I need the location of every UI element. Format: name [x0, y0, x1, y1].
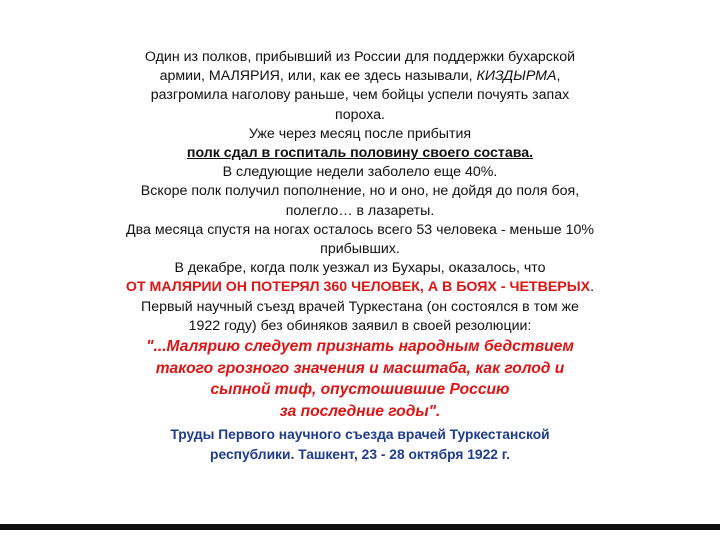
- quote-line: "...Малярию следует признать народным бедствием: [146, 338, 574, 356]
- text-segment: армии, МАЛЯРИЯ, или, как ее здесь называли,: [159, 68, 477, 85]
- red-emphasis: ОТ МАЛЯРИИ ОН ПОТЕРЯЛ 360 ЧЕЛОВЕК, А В БОЯХ - ЧЕТВЕРЫХ: [125, 279, 591, 296]
- underlined-statement: полк сдал в госпиталь половину своего состава.: [186, 145, 534, 162]
- text-segment: ,: [556, 68, 561, 85]
- text-line: прибывших.: [320, 241, 400, 258]
- text-line: 1922 году) без обиняков заявил в своей резолюции:: [188, 317, 532, 334]
- text-line: [80, 278, 640, 297]
- text-line: Один из полков, прибывший из России для поддержки бухарской: [144, 49, 576, 65]
- bottom-divider: [0, 524, 720, 530]
- kizdyrma-term: КИЗДЫРМА: [476, 68, 557, 85]
- slide-text: [80, 48, 640, 465]
- citation-line: Труды Первого научного съезда врачей Туркестанской: [170, 427, 550, 443]
- text-line: В декабре, когда полк уезжал из Бухары, оказалось, что: [174, 260, 546, 277]
- text-line: В следующие недели заболело еще 40%.: [222, 164, 498, 181]
- text-line: Два месяца спустя на ногах осталось всего 53 человека - меньше 10%: [126, 221, 594, 238]
- text-segment: .: [590, 279, 595, 296]
- quote-line: сыпной тиф, опустошившие Россию: [210, 381, 510, 399]
- text-line: Первый научный съезд врачей Туркестана (он состоялся в том же: [141, 298, 579, 315]
- text-line: Уже через месяц после прибытия: [248, 125, 472, 142]
- source-citation: [80, 425, 640, 465]
- resolution-quote: [80, 336, 640, 422]
- text-line: [80, 67, 640, 86]
- text-line: разгромила наголову раньше, чем бойцы успели почуять запах: [150, 87, 570, 104]
- text-line: полегло… в лазареты.: [285, 202, 435, 219]
- text-line: Вскоре полк получил пополнение, но и оно, не дойдя до поля боя,: [140, 183, 580, 200]
- citation-line: республики. Ташкент, 23 - 28 октября 1922 г.: [210, 447, 510, 463]
- quote-line: такого грозного значения и масштаба, как голод и: [155, 359, 565, 377]
- text-line: пороха.: [335, 106, 385, 123]
- quote-line: за последние годы".: [279, 402, 441, 420]
